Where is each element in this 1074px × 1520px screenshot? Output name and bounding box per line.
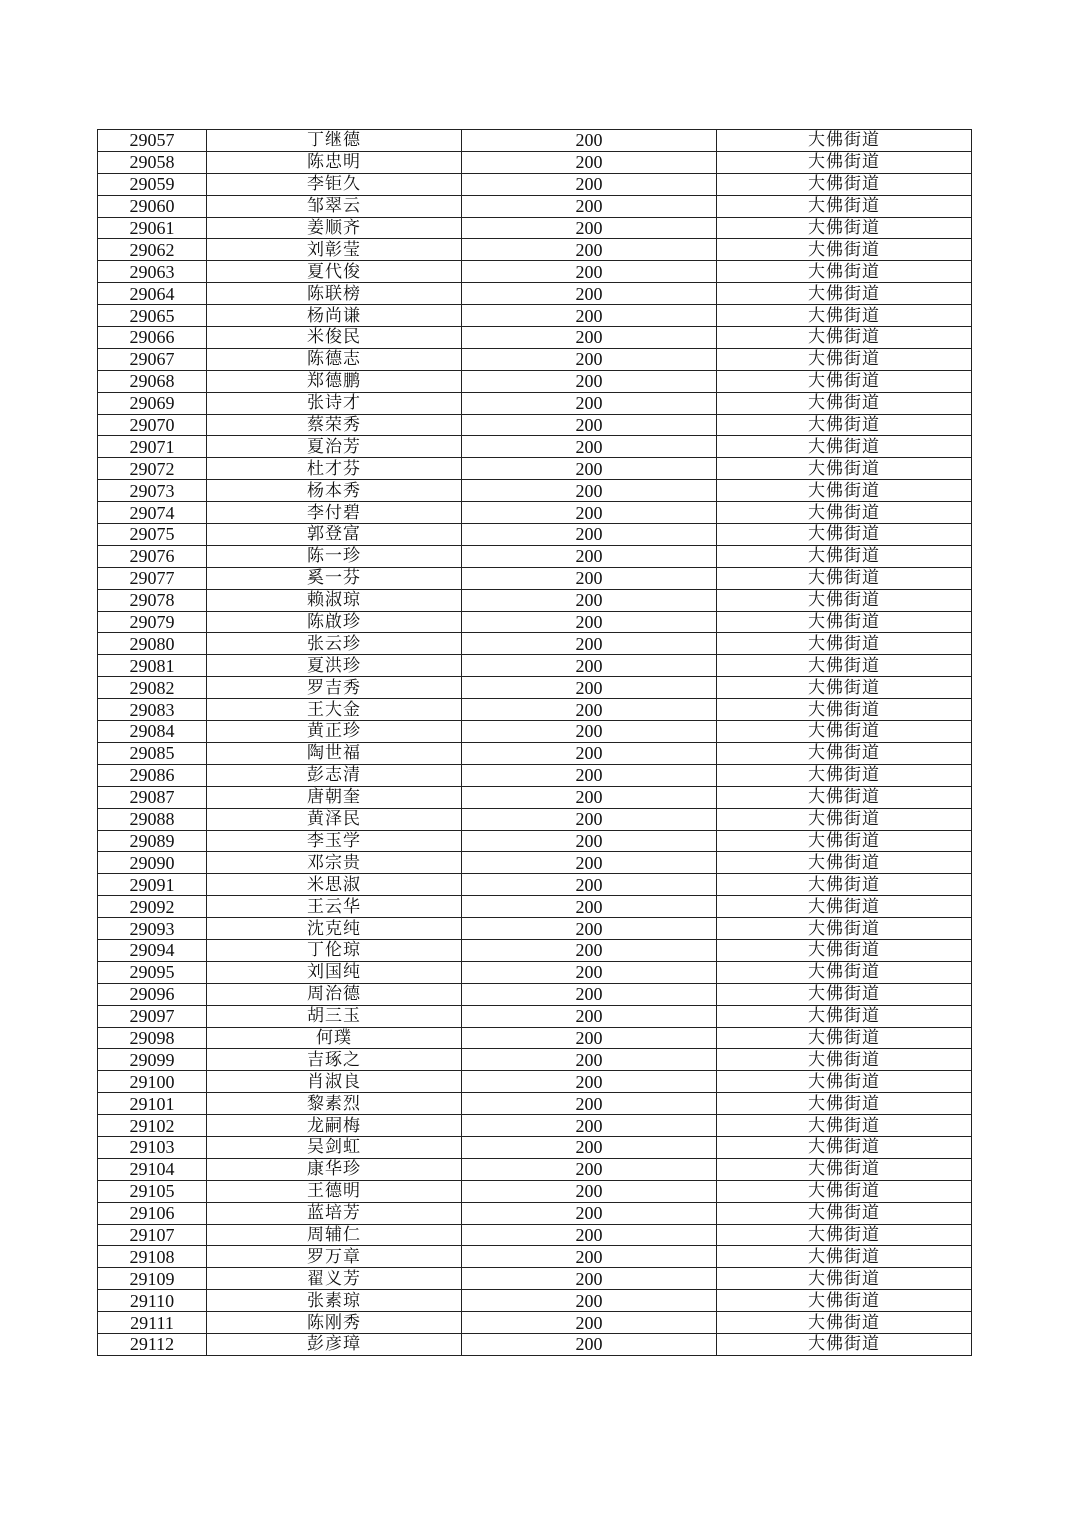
table-row: [98, 261, 972, 283]
row-amount-cell: 200: [462, 1268, 717, 1290]
row-id-cell: 29093: [98, 918, 207, 940]
row-area-cell: 大佛街道: [717, 874, 972, 896]
table-row: [98, 1180, 972, 1202]
row-area-cell: 大佛街道: [717, 1136, 972, 1158]
records-table-body: [98, 130, 972, 1356]
row-area-cell: 大佛街道: [717, 1071, 972, 1093]
table-row: [98, 502, 972, 524]
row-id-cell: 29078: [98, 589, 207, 611]
row-amount-cell: 200: [462, 764, 717, 786]
row-id-cell: 29076: [98, 545, 207, 567]
row-amount-cell: 200: [462, 239, 717, 261]
row-area-cell: 大佛街道: [717, 1115, 972, 1137]
row-name-cell: 蔡荣秀: [207, 414, 462, 436]
table-row: [98, 1246, 972, 1268]
row-area-cell: 大佛街道: [717, 633, 972, 655]
table-row: [98, 1005, 972, 1027]
row-name-cell: 何璞: [207, 1027, 462, 1049]
row-id-cell: 29073: [98, 480, 207, 502]
row-area-cell: 大佛街道: [717, 1224, 972, 1246]
row-amount-cell: 200: [462, 852, 717, 874]
table-row: [98, 874, 972, 896]
row-amount-cell: 200: [462, 1005, 717, 1027]
row-amount-cell: 200: [462, 327, 717, 349]
row-amount-cell: 200: [462, 808, 717, 830]
row-name-cell: 龙嗣梅: [207, 1115, 462, 1137]
row-amount-cell: 200: [462, 1027, 717, 1049]
data-sheet: [97, 129, 971, 1356]
table-row: [98, 808, 972, 830]
table-row: [98, 130, 972, 152]
row-name-cell: 周治德: [207, 983, 462, 1005]
row-amount-cell: 200: [462, 130, 717, 152]
row-area-cell: 大佛街道: [717, 699, 972, 721]
row-area-cell: 大佛街道: [717, 458, 972, 480]
row-id-cell: 29063: [98, 261, 207, 283]
row-id-cell: 29066: [98, 327, 207, 349]
row-name-cell: 陈啟珍: [207, 611, 462, 633]
row-amount-cell: 200: [462, 699, 717, 721]
table-row: [98, 655, 972, 677]
row-amount-cell: 200: [462, 896, 717, 918]
records-table: [97, 129, 972, 1356]
row-area-cell: 大佛街道: [717, 173, 972, 195]
row-area-cell: 大佛街道: [717, 808, 972, 830]
row-id-cell: 29100: [98, 1071, 207, 1093]
row-amount-cell: 200: [462, 983, 717, 1005]
row-area-cell: 大佛街道: [717, 918, 972, 940]
row-area-cell: 大佛街道: [717, 327, 972, 349]
table-row: [98, 589, 972, 611]
row-id-cell: 29081: [98, 655, 207, 677]
row-name-cell: 姜顺齐: [207, 217, 462, 239]
row-name-cell: 赖淑琼: [207, 589, 462, 611]
row-id-cell: 29102: [98, 1115, 207, 1137]
row-id-cell: 29098: [98, 1027, 207, 1049]
row-amount-cell: 200: [462, 874, 717, 896]
row-amount-cell: 200: [462, 151, 717, 173]
row-id-cell: 29105: [98, 1180, 207, 1202]
row-id-cell: 29108: [98, 1246, 207, 1268]
row-name-cell: 王云华: [207, 896, 462, 918]
row-amount-cell: 200: [462, 261, 717, 283]
row-id-cell: 29107: [98, 1224, 207, 1246]
row-name-cell: 丁继德: [207, 130, 462, 152]
row-id-cell: 29092: [98, 896, 207, 918]
row-area-cell: 大佛街道: [717, 414, 972, 436]
table-row: [98, 677, 972, 699]
row-id-cell: 29089: [98, 830, 207, 852]
table-row: [98, 1027, 972, 1049]
row-amount-cell: 200: [462, 370, 717, 392]
row-name-cell: 邹翠云: [207, 195, 462, 217]
row-amount-cell: 200: [462, 633, 717, 655]
row-amount-cell: 200: [462, 1246, 717, 1268]
row-amount-cell: 200: [462, 567, 717, 589]
row-area-cell: 大佛街道: [717, 480, 972, 502]
table-row: [98, 961, 972, 983]
row-area-cell: 大佛街道: [717, 1027, 972, 1049]
row-id-cell: 29097: [98, 1005, 207, 1027]
row-amount-cell: 200: [462, 524, 717, 546]
row-name-cell: 李付碧: [207, 502, 462, 524]
row-id-cell: 29062: [98, 239, 207, 261]
row-area-cell: 大佛街道: [717, 195, 972, 217]
row-name-cell: 邓宗贵: [207, 852, 462, 874]
row-area-cell: 大佛街道: [717, 1290, 972, 1312]
row-id-cell: 29065: [98, 305, 207, 327]
row-name-cell: 陈一珍: [207, 545, 462, 567]
row-id-cell: 29101: [98, 1093, 207, 1115]
row-id-cell: 29057: [98, 130, 207, 152]
table-row: [98, 983, 972, 1005]
row-name-cell: 黎素烈: [207, 1093, 462, 1115]
row-area-cell: 大佛街道: [717, 370, 972, 392]
row-name-cell: 蓝培芳: [207, 1202, 462, 1224]
row-area-cell: 大佛街道: [717, 1093, 972, 1115]
row-area-cell: 大佛街道: [717, 1158, 972, 1180]
table-row: [98, 1049, 972, 1071]
row-id-cell: 29064: [98, 283, 207, 305]
row-name-cell: 刘国纯: [207, 961, 462, 983]
table-row: [98, 742, 972, 764]
row-area-cell: 大佛街道: [717, 524, 972, 546]
row-amount-cell: 200: [462, 414, 717, 436]
row-id-cell: 29067: [98, 348, 207, 370]
row-id-cell: 29095: [98, 961, 207, 983]
row-area-cell: 大佛街道: [717, 261, 972, 283]
row-name-cell: 夏代俊: [207, 261, 462, 283]
table-row: [98, 151, 972, 173]
row-id-cell: 29074: [98, 502, 207, 524]
row-name-cell: 杨本秀: [207, 480, 462, 502]
row-amount-cell: 200: [462, 545, 717, 567]
row-area-cell: 大佛街道: [717, 830, 972, 852]
row-area-cell: 大佛街道: [717, 852, 972, 874]
table-row: [98, 852, 972, 874]
row-area-cell: 大佛街道: [717, 567, 972, 589]
table-row: [98, 480, 972, 502]
row-id-cell: 29071: [98, 436, 207, 458]
table-row: [98, 896, 972, 918]
row-id-cell: 29085: [98, 742, 207, 764]
row-area-cell: 大佛街道: [717, 721, 972, 743]
row-id-cell: 29088: [98, 808, 207, 830]
row-id-cell: 29069: [98, 392, 207, 414]
row-amount-cell: 200: [462, 961, 717, 983]
table-row: [98, 458, 972, 480]
row-name-cell: 彭志清: [207, 764, 462, 786]
row-amount-cell: 200: [462, 305, 717, 327]
row-area-cell: 大佛街道: [717, 1202, 972, 1224]
row-id-cell: 29082: [98, 677, 207, 699]
row-id-cell: 29091: [98, 874, 207, 896]
row-name-cell: 郭登富: [207, 524, 462, 546]
row-id-cell: 29109: [98, 1268, 207, 1290]
row-amount-cell: 200: [462, 786, 717, 808]
row-id-cell: 29072: [98, 458, 207, 480]
table-row: [98, 1071, 972, 1093]
row-amount-cell: 200: [462, 480, 717, 502]
table-row: [98, 524, 972, 546]
row-id-cell: 29104: [98, 1158, 207, 1180]
row-name-cell: 陈德志: [207, 348, 462, 370]
row-id-cell: 29086: [98, 764, 207, 786]
row-area-cell: 大佛街道: [717, 1246, 972, 1268]
row-name-cell: 周辅仁: [207, 1224, 462, 1246]
table-row: [98, 1115, 972, 1137]
table-row: [98, 239, 972, 261]
row-area-cell: 大佛街道: [717, 392, 972, 414]
row-id-cell: 29061: [98, 217, 207, 239]
row-id-cell: 29059: [98, 173, 207, 195]
row-id-cell: 29112: [98, 1333, 207, 1355]
table-row: [98, 567, 972, 589]
row-name-cell: 陶世福: [207, 742, 462, 764]
row-amount-cell: 200: [462, 436, 717, 458]
row-name-cell: 罗万章: [207, 1246, 462, 1268]
row-name-cell: 张诗才: [207, 392, 462, 414]
row-id-cell: 29087: [98, 786, 207, 808]
row-name-cell: 奚一芬: [207, 567, 462, 589]
row-area-cell: 大佛街道: [717, 1333, 972, 1355]
row-id-cell: 29058: [98, 151, 207, 173]
row-area-cell: 大佛街道: [717, 436, 972, 458]
row-id-cell: 29110: [98, 1290, 207, 1312]
row-name-cell: 黄正珍: [207, 721, 462, 743]
table-row: [98, 918, 972, 940]
row-id-cell: 29070: [98, 414, 207, 436]
table-row: [98, 1268, 972, 1290]
table-row: [98, 721, 972, 743]
row-amount-cell: 200: [462, 1136, 717, 1158]
table-row: [98, 195, 972, 217]
row-name-cell: 陈忠明: [207, 151, 462, 173]
row-amount-cell: 200: [462, 392, 717, 414]
table-row: [98, 217, 972, 239]
row-amount-cell: 200: [462, 589, 717, 611]
table-row: [98, 1333, 972, 1355]
row-area-cell: 大佛街道: [717, 939, 972, 961]
row-area-cell: 大佛街道: [717, 589, 972, 611]
row-amount-cell: 200: [462, 1115, 717, 1137]
row-amount-cell: 200: [462, 458, 717, 480]
row-id-cell: 29111: [98, 1312, 207, 1334]
table-row: [98, 1312, 972, 1334]
row-name-cell: 丁伦琼: [207, 939, 462, 961]
row-area-cell: 大佛街道: [717, 283, 972, 305]
row-amount-cell: 200: [462, 1333, 717, 1355]
row-amount-cell: 200: [462, 918, 717, 940]
row-area-cell: 大佛街道: [717, 961, 972, 983]
row-area-cell: 大佛街道: [717, 983, 972, 1005]
table-row: [98, 392, 972, 414]
row-name-cell: 王大金: [207, 699, 462, 721]
row-area-cell: 大佛街道: [717, 130, 972, 152]
row-amount-cell: 200: [462, 217, 717, 239]
row-id-cell: 29060: [98, 195, 207, 217]
row-area-cell: 大佛街道: [717, 239, 972, 261]
row-amount-cell: 200: [462, 502, 717, 524]
row-area-cell: 大佛街道: [717, 1268, 972, 1290]
row-id-cell: 29094: [98, 939, 207, 961]
row-id-cell: 29090: [98, 852, 207, 874]
row-area-cell: 大佛街道: [717, 1049, 972, 1071]
row-name-cell: 李玉学: [207, 830, 462, 852]
row-id-cell: 29096: [98, 983, 207, 1005]
row-area-cell: 大佛街道: [717, 896, 972, 918]
row-amount-cell: 200: [462, 1049, 717, 1071]
row-amount-cell: 200: [462, 830, 717, 852]
row-name-cell: 唐朝奎: [207, 786, 462, 808]
table-row: [98, 1202, 972, 1224]
table-row: [98, 1224, 972, 1246]
row-amount-cell: 200: [462, 348, 717, 370]
row-area-cell: 大佛街道: [717, 742, 972, 764]
row-amount-cell: 200: [462, 742, 717, 764]
table-row: [98, 305, 972, 327]
row-amount-cell: 200: [462, 939, 717, 961]
row-id-cell: 29103: [98, 1136, 207, 1158]
row-name-cell: 郑德鹏: [207, 370, 462, 392]
row-amount-cell: 200: [462, 1093, 717, 1115]
row-area-cell: 大佛街道: [717, 545, 972, 567]
row-amount-cell: 200: [462, 677, 717, 699]
table-row: [98, 1290, 972, 1312]
table-row: [98, 414, 972, 436]
row-amount-cell: 200: [462, 195, 717, 217]
row-area-cell: 大佛街道: [717, 217, 972, 239]
row-amount-cell: 200: [462, 721, 717, 743]
row-amount-cell: 200: [462, 1202, 717, 1224]
row-name-cell: 杜才芬: [207, 458, 462, 480]
row-name-cell: 夏洪珍: [207, 655, 462, 677]
row-area-cell: 大佛街道: [717, 1180, 972, 1202]
row-area-cell: 大佛街道: [717, 655, 972, 677]
row-area-cell: 大佛街道: [717, 764, 972, 786]
row-amount-cell: 200: [462, 1290, 717, 1312]
row-name-cell: 肖淑良: [207, 1071, 462, 1093]
row-id-cell: 29084: [98, 721, 207, 743]
row-area-cell: 大佛街道: [717, 305, 972, 327]
row-amount-cell: 200: [462, 283, 717, 305]
row-area-cell: 大佛街道: [717, 502, 972, 524]
table-row: [98, 786, 972, 808]
row-area-cell: 大佛街道: [717, 677, 972, 699]
row-name-cell: 米俊民: [207, 327, 462, 349]
row-amount-cell: 200: [462, 1158, 717, 1180]
row-name-cell: 黄泽民: [207, 808, 462, 830]
row-amount-cell: 200: [462, 1312, 717, 1334]
row-id-cell: 29099: [98, 1049, 207, 1071]
row-name-cell: 米思淑: [207, 874, 462, 896]
row-id-cell: 29079: [98, 611, 207, 633]
row-name-cell: 李钜久: [207, 173, 462, 195]
table-row: [98, 545, 972, 567]
row-name-cell: 康华珍: [207, 1158, 462, 1180]
table-row: [98, 764, 972, 786]
table-row: [98, 699, 972, 721]
row-amount-cell: 200: [462, 1224, 717, 1246]
row-area-cell: 大佛街道: [717, 348, 972, 370]
row-name-cell: 刘彰莹: [207, 239, 462, 261]
row-name-cell: 张素琼: [207, 1290, 462, 1312]
row-name-cell: 翟义芳: [207, 1268, 462, 1290]
row-id-cell: 29077: [98, 567, 207, 589]
row-name-cell: 陈刚秀: [207, 1312, 462, 1334]
row-name-cell: 陈联榜: [207, 283, 462, 305]
table-row: [98, 436, 972, 458]
table-row: [98, 173, 972, 195]
row-name-cell: 张云珍: [207, 633, 462, 655]
row-area-cell: 大佛街道: [717, 786, 972, 808]
table-row: [98, 1158, 972, 1180]
row-area-cell: 大佛街道: [717, 151, 972, 173]
row-id-cell: 29075: [98, 524, 207, 546]
table-row: [98, 830, 972, 852]
row-name-cell: 胡三玉: [207, 1005, 462, 1027]
table-row: [98, 1093, 972, 1115]
row-area-cell: 大佛街道: [717, 1312, 972, 1334]
row-id-cell: 29068: [98, 370, 207, 392]
row-amount-cell: 200: [462, 173, 717, 195]
table-row: [98, 348, 972, 370]
row-name-cell: 夏治芳: [207, 436, 462, 458]
row-id-cell: 29106: [98, 1202, 207, 1224]
table-row: [98, 327, 972, 349]
row-area-cell: 大佛街道: [717, 1005, 972, 1027]
row-name-cell: 罗吉秀: [207, 677, 462, 699]
row-amount-cell: 200: [462, 655, 717, 677]
table-row: [98, 370, 972, 392]
row-id-cell: 29080: [98, 633, 207, 655]
row-amount-cell: 200: [462, 1180, 717, 1202]
row-amount-cell: 200: [462, 1071, 717, 1093]
table-row: [98, 283, 972, 305]
table-row: [98, 1136, 972, 1158]
table-row: [98, 611, 972, 633]
row-amount-cell: 200: [462, 611, 717, 633]
row-name-cell: 吴剑虹: [207, 1136, 462, 1158]
row-name-cell: 杨尚谦: [207, 305, 462, 327]
row-name-cell: 吉琢之: [207, 1049, 462, 1071]
row-name-cell: 王德明: [207, 1180, 462, 1202]
row-area-cell: 大佛街道: [717, 611, 972, 633]
table-row: [98, 633, 972, 655]
table-row: [98, 939, 972, 961]
row-name-cell: 彭彦璋: [207, 1333, 462, 1355]
row-name-cell: 沈克纯: [207, 918, 462, 940]
row-id-cell: 29083: [98, 699, 207, 721]
